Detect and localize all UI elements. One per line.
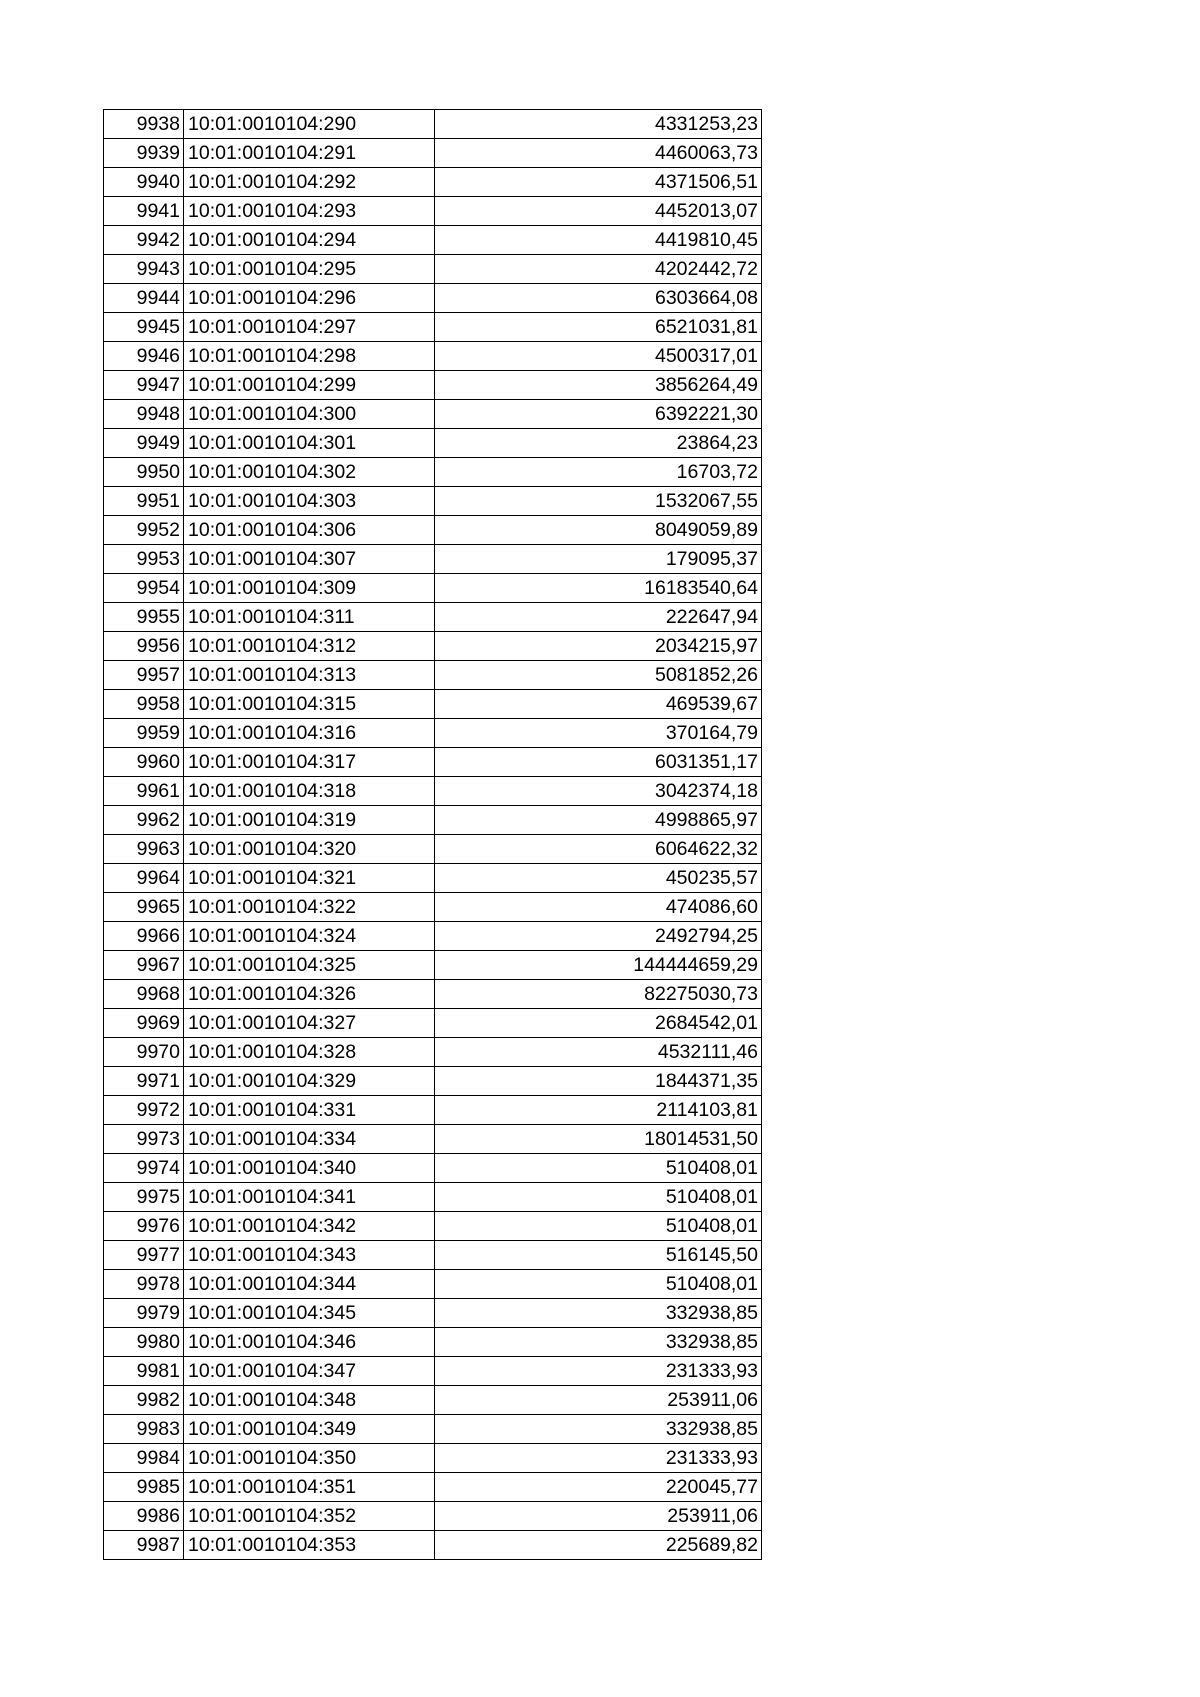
table-row xyxy=(104,1154,762,1183)
table-row xyxy=(104,139,762,168)
table-row xyxy=(104,516,762,545)
row-number-cell: 9987 xyxy=(104,1531,184,1560)
cadastral-number-cell: 10:01:0010104:317 xyxy=(184,748,435,777)
table-row xyxy=(104,719,762,748)
value-cell: 2034215,97 xyxy=(435,632,762,661)
row-number-cell: 9971 xyxy=(104,1067,184,1096)
table-row xyxy=(104,603,762,632)
table-row xyxy=(104,1357,762,1386)
data-table xyxy=(103,109,762,1560)
value-cell: 510408,01 xyxy=(435,1154,762,1183)
row-number-cell: 9938 xyxy=(104,110,184,139)
table-row xyxy=(104,371,762,400)
table-row xyxy=(104,748,762,777)
value-cell: 510408,01 xyxy=(435,1183,762,1212)
row-number-cell: 9969 xyxy=(104,1009,184,1038)
row-number-cell: 9960 xyxy=(104,748,184,777)
row-number-cell: 9958 xyxy=(104,690,184,719)
cadastral-number-cell: 10:01:0010104:313 xyxy=(184,661,435,690)
cadastral-number-cell: 10:01:0010104:345 xyxy=(184,1299,435,1328)
table-row xyxy=(104,1125,762,1154)
cadastral-number-cell: 10:01:0010104:293 xyxy=(184,197,435,226)
cadastral-number-cell: 10:01:0010104:292 xyxy=(184,168,435,197)
cadastral-number-cell: 10:01:0010104:342 xyxy=(184,1212,435,1241)
value-cell: 220045,77 xyxy=(435,1473,762,1502)
table-row xyxy=(104,1531,762,1560)
value-cell: 332938,85 xyxy=(435,1299,762,1328)
row-number-cell: 9985 xyxy=(104,1473,184,1502)
value-cell: 4460063,73 xyxy=(435,139,762,168)
cadastral-number-cell: 10:01:0010104:303 xyxy=(184,487,435,516)
row-number-cell: 9956 xyxy=(104,632,184,661)
cadastral-number-cell: 10:01:0010104:291 xyxy=(184,139,435,168)
table-row xyxy=(104,1502,762,1531)
table-row xyxy=(104,835,762,864)
value-cell: 3856264,49 xyxy=(435,371,762,400)
row-number-cell: 9968 xyxy=(104,980,184,1009)
table-row xyxy=(104,1299,762,1328)
row-number-cell: 9984 xyxy=(104,1444,184,1473)
row-number-cell: 9944 xyxy=(104,284,184,313)
row-number-cell: 9957 xyxy=(104,661,184,690)
table-row xyxy=(104,632,762,661)
row-number-cell: 9981 xyxy=(104,1357,184,1386)
table-row xyxy=(104,1183,762,1212)
row-number-cell: 9953 xyxy=(104,545,184,574)
table-row xyxy=(104,545,762,574)
cadastral-number-cell: 10:01:0010104:346 xyxy=(184,1328,435,1357)
row-number-cell: 9965 xyxy=(104,893,184,922)
value-cell: 82275030,73 xyxy=(435,980,762,1009)
value-cell: 4331253,23 xyxy=(435,110,762,139)
cadastral-number-cell: 10:01:0010104:320 xyxy=(184,835,435,864)
cadastral-number-cell: 10:01:0010104:326 xyxy=(184,980,435,1009)
value-cell: 18014531,50 xyxy=(435,1125,762,1154)
cadastral-number-cell: 10:01:0010104:353 xyxy=(184,1531,435,1560)
cadastral-number-cell: 10:01:0010104:294 xyxy=(184,226,435,255)
cadastral-number-cell: 10:01:0010104:350 xyxy=(184,1444,435,1473)
row-number-cell: 9983 xyxy=(104,1415,184,1444)
row-number-cell: 9979 xyxy=(104,1299,184,1328)
cadastral-number-cell: 10:01:0010104:297 xyxy=(184,313,435,342)
table-row xyxy=(104,777,762,806)
cadastral-number-cell: 10:01:0010104:348 xyxy=(184,1386,435,1415)
value-cell: 6031351,17 xyxy=(435,748,762,777)
table-row xyxy=(104,864,762,893)
cadastral-number-cell: 10:01:0010104:316 xyxy=(184,719,435,748)
row-number-cell: 9978 xyxy=(104,1270,184,1299)
value-cell: 516145,50 xyxy=(435,1241,762,1270)
row-number-cell: 9946 xyxy=(104,342,184,371)
value-cell: 6303664,08 xyxy=(435,284,762,313)
table-row xyxy=(104,1038,762,1067)
cadastral-number-cell: 10:01:0010104:296 xyxy=(184,284,435,313)
cadastral-number-cell: 10:01:0010104:309 xyxy=(184,574,435,603)
cadastral-number-cell: 10:01:0010104:300 xyxy=(184,400,435,429)
table-row xyxy=(104,661,762,690)
value-cell: 16183540,64 xyxy=(435,574,762,603)
table-row xyxy=(104,1415,762,1444)
table-row xyxy=(104,1096,762,1125)
table-row xyxy=(104,458,762,487)
table-row xyxy=(104,574,762,603)
cadastral-number-cell: 10:01:0010104:299 xyxy=(184,371,435,400)
value-cell: 1532067,55 xyxy=(435,487,762,516)
row-number-cell: 9975 xyxy=(104,1183,184,1212)
row-number-cell: 9967 xyxy=(104,951,184,980)
value-cell: 3042374,18 xyxy=(435,777,762,806)
cadastral-number-cell: 10:01:0010104:290 xyxy=(184,110,435,139)
cadastral-number-cell: 10:01:0010104:331 xyxy=(184,1096,435,1125)
value-cell: 253911,06 xyxy=(435,1386,762,1415)
table-row xyxy=(104,1473,762,1502)
row-number-cell: 9940 xyxy=(104,168,184,197)
row-number-cell: 9939 xyxy=(104,139,184,168)
cadastral-number-cell: 10:01:0010104:295 xyxy=(184,255,435,284)
row-number-cell: 9950 xyxy=(104,458,184,487)
row-number-cell: 9972 xyxy=(104,1096,184,1125)
table-row xyxy=(104,1328,762,1357)
row-number-cell: 9948 xyxy=(104,400,184,429)
row-number-cell: 9959 xyxy=(104,719,184,748)
value-cell: 8049059,89 xyxy=(435,516,762,545)
cadastral-number-cell: 10:01:0010104:319 xyxy=(184,806,435,835)
cadastral-number-cell: 10:01:0010104:349 xyxy=(184,1415,435,1444)
row-number-cell: 9942 xyxy=(104,226,184,255)
cadastral-number-cell: 10:01:0010104:321 xyxy=(184,864,435,893)
value-cell: 4202442,72 xyxy=(435,255,762,284)
cadastral-number-cell: 10:01:0010104:302 xyxy=(184,458,435,487)
row-number-cell: 9980 xyxy=(104,1328,184,1357)
value-cell: 2684542,01 xyxy=(435,1009,762,1038)
row-number-cell: 9951 xyxy=(104,487,184,516)
table-row xyxy=(104,1270,762,1299)
row-number-cell: 9947 xyxy=(104,371,184,400)
cadastral-number-cell: 10:01:0010104:351 xyxy=(184,1473,435,1502)
row-number-cell: 9952 xyxy=(104,516,184,545)
row-number-cell: 9962 xyxy=(104,806,184,835)
value-cell: 225689,82 xyxy=(435,1531,762,1560)
row-number-cell: 9955 xyxy=(104,603,184,632)
cadastral-number-cell: 10:01:0010104:352 xyxy=(184,1502,435,1531)
cadastral-number-cell: 10:01:0010104:322 xyxy=(184,893,435,922)
value-cell: 5081852,26 xyxy=(435,661,762,690)
row-number-cell: 9977 xyxy=(104,1241,184,1270)
value-cell: 510408,01 xyxy=(435,1270,762,1299)
row-number-cell: 9949 xyxy=(104,429,184,458)
value-cell: 23864,23 xyxy=(435,429,762,458)
value-cell: 2114103,81 xyxy=(435,1096,762,1125)
value-cell: 469539,67 xyxy=(435,690,762,719)
cadastral-number-cell: 10:01:0010104:328 xyxy=(184,1038,435,1067)
row-number-cell: 9941 xyxy=(104,197,184,226)
cadastral-number-cell: 10:01:0010104:306 xyxy=(184,516,435,545)
cadastral-number-cell: 10:01:0010104:312 xyxy=(184,632,435,661)
value-cell: 510408,01 xyxy=(435,1212,762,1241)
table-row xyxy=(104,1212,762,1241)
value-cell: 16703,72 xyxy=(435,458,762,487)
table-row xyxy=(104,1386,762,1415)
table-row xyxy=(104,110,762,139)
table-row xyxy=(104,226,762,255)
value-cell: 332938,85 xyxy=(435,1415,762,1444)
row-number-cell: 9961 xyxy=(104,777,184,806)
cadastral-number-cell: 10:01:0010104:343 xyxy=(184,1241,435,1270)
row-number-cell: 9954 xyxy=(104,574,184,603)
table-row xyxy=(104,400,762,429)
value-cell: 6392221,30 xyxy=(435,400,762,429)
row-number-cell: 9982 xyxy=(104,1386,184,1415)
value-cell: 370164,79 xyxy=(435,719,762,748)
value-cell: 332938,85 xyxy=(435,1328,762,1357)
table-row xyxy=(104,690,762,719)
table-row xyxy=(104,429,762,458)
value-cell: 6064622,32 xyxy=(435,835,762,864)
row-number-cell: 9945 xyxy=(104,313,184,342)
cadastral-number-cell: 10:01:0010104:341 xyxy=(184,1183,435,1212)
row-number-cell: 9973 xyxy=(104,1125,184,1154)
row-number-cell: 9986 xyxy=(104,1502,184,1531)
row-number-cell: 9963 xyxy=(104,835,184,864)
cadastral-number-cell: 10:01:0010104:329 xyxy=(184,1067,435,1096)
value-cell: 4532111,46 xyxy=(435,1038,762,1067)
row-number-cell: 9970 xyxy=(104,1038,184,1067)
table-row xyxy=(104,1009,762,1038)
table-row xyxy=(104,284,762,313)
table-row xyxy=(104,806,762,835)
row-number-cell: 9964 xyxy=(104,864,184,893)
table-row xyxy=(104,313,762,342)
cadastral-number-cell: 10:01:0010104:311 xyxy=(184,603,435,632)
cadastral-number-cell: 10:01:0010104:340 xyxy=(184,1154,435,1183)
cadastral-number-cell: 10:01:0010104:315 xyxy=(184,690,435,719)
table-row xyxy=(104,197,762,226)
value-cell: 474086,60 xyxy=(435,893,762,922)
value-cell: 231333,93 xyxy=(435,1357,762,1386)
value-cell: 4419810,45 xyxy=(435,226,762,255)
row-number-cell: 9974 xyxy=(104,1154,184,1183)
value-cell: 6521031,81 xyxy=(435,313,762,342)
cadastral-number-cell: 10:01:0010104:334 xyxy=(184,1125,435,1154)
value-cell: 144444659,29 xyxy=(435,951,762,980)
table-row xyxy=(104,922,762,951)
cadastral-number-cell: 10:01:0010104:301 xyxy=(184,429,435,458)
table-row xyxy=(104,342,762,371)
table-row xyxy=(104,893,762,922)
cadastral-number-cell: 10:01:0010104:318 xyxy=(184,777,435,806)
table-row xyxy=(104,1067,762,1096)
value-cell: 4452013,07 xyxy=(435,197,762,226)
value-cell: 1844371,35 xyxy=(435,1067,762,1096)
table-row xyxy=(104,1444,762,1473)
row-number-cell: 9966 xyxy=(104,922,184,951)
value-cell: 253911,06 xyxy=(435,1502,762,1531)
value-cell: 4500317,01 xyxy=(435,342,762,371)
table-row xyxy=(104,168,762,197)
table-row xyxy=(104,1241,762,1270)
table-row xyxy=(104,951,762,980)
cadastral-number-cell: 10:01:0010104:344 xyxy=(184,1270,435,1299)
value-cell: 179095,37 xyxy=(435,545,762,574)
value-cell: 4371506,51 xyxy=(435,168,762,197)
table-body xyxy=(104,110,762,1560)
table-row xyxy=(104,255,762,284)
cadastral-number-cell: 10:01:0010104:325 xyxy=(184,951,435,980)
value-cell: 450235,57 xyxy=(435,864,762,893)
value-cell: 231333,93 xyxy=(435,1444,762,1473)
cadastral-number-cell: 10:01:0010104:347 xyxy=(184,1357,435,1386)
value-cell: 2492794,25 xyxy=(435,922,762,951)
cadastral-number-cell: 10:01:0010104:307 xyxy=(184,545,435,574)
cadastral-number-cell: 10:01:0010104:327 xyxy=(184,1009,435,1038)
cadastral-number-cell: 10:01:0010104:298 xyxy=(184,342,435,371)
table-row xyxy=(104,980,762,1009)
row-number-cell: 9976 xyxy=(104,1212,184,1241)
table-row xyxy=(104,487,762,516)
value-cell: 4998865,97 xyxy=(435,806,762,835)
row-number-cell: 9943 xyxy=(104,255,184,284)
value-cell: 222647,94 xyxy=(435,603,762,632)
cadastral-number-cell: 10:01:0010104:324 xyxy=(184,922,435,951)
